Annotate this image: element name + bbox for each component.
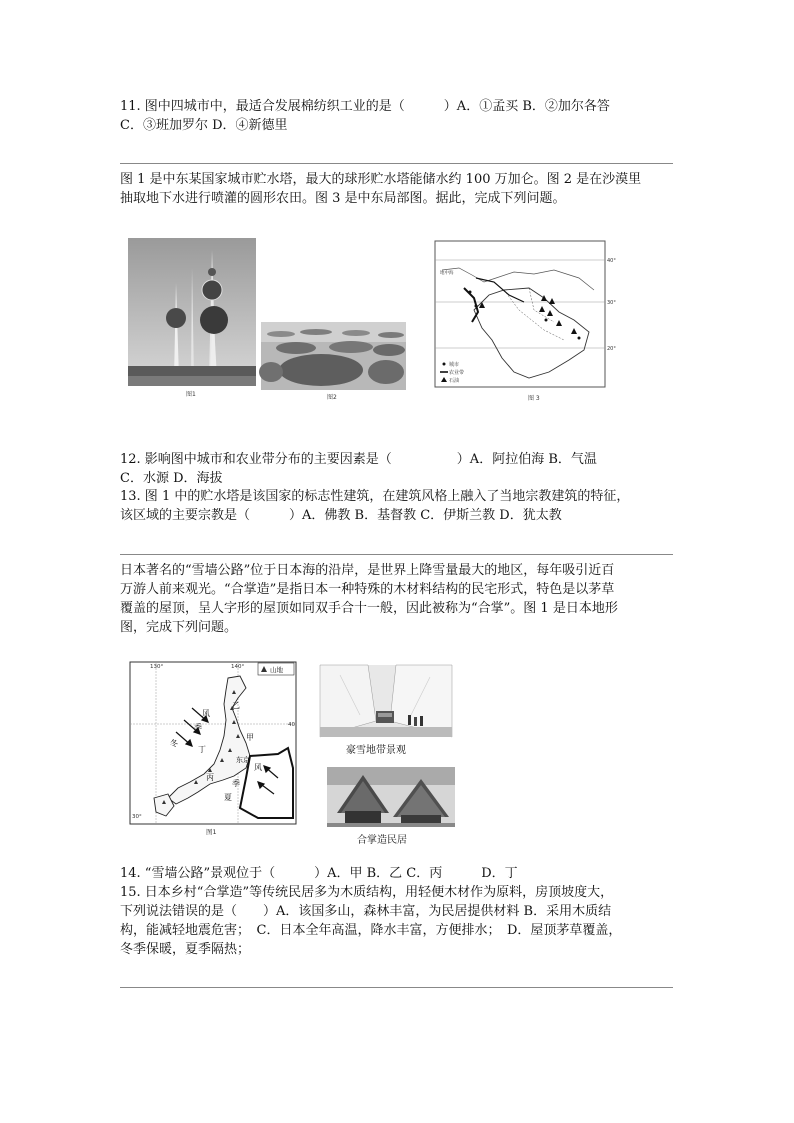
passage-2-line-3: 覆盖的屋顶，呈人字形的屋顶如同双手合十一般，因此被称为“合掌”。图 1 是日本地形 (120, 601, 618, 616)
map-legend-mountain: 山地 (270, 666, 283, 674)
question-14 (120, 864, 673, 883)
figure-3-caption: 图 3 (528, 395, 540, 402)
question-11 (120, 97, 673, 135)
legend-city: 城市 (449, 362, 460, 368)
label-summer: 夏 (224, 793, 232, 802)
question-12 (120, 450, 673, 488)
question-15-line-4: 冬季保暖，夏季隔热； (120, 942, 251, 957)
question-11-line-1: 11. 图中四城市中，最适合发展棉纺织工业的是（ ）A．①孟买 B．②加尔各答 (120, 99, 610, 114)
passage-2-line-4: 图，完成下列问题。 (120, 620, 238, 635)
label-season-1: 季 (194, 723, 202, 732)
figure-2-irrigation-fields (261, 322, 406, 400)
label-yi: 乙 (232, 701, 240, 710)
japan-map (128, 658, 298, 838)
divider-1 (120, 163, 673, 164)
passage-2-line-1: 日本著名的“雪墙公路”位于日本海的沿岸，是世界上降雪量最大的地区，每年吸引近百 (120, 563, 615, 578)
question-12-line-1: 12. 影响图中城市和农业带分布的主要因素是（ ）A．阿拉伯海 B．气温 (120, 452, 597, 467)
label-wind-1: 风 (202, 709, 210, 718)
snow-wall-photo (320, 665, 452, 737)
passage-2 (120, 561, 673, 637)
question-15-line-3: 构，能减轻地震危害； C．日本全年高温，降水丰富，方便排水； D．屋顶茅草覆盖， (120, 923, 622, 938)
question-14-line-1: 14. “雪墙公路”景观位于（ ）A．甲 B．乙 C．丙 D．丁 (120, 866, 518, 881)
figure-3-middle-east-map (434, 240, 614, 405)
gassho-house-photo (327, 767, 455, 847)
label-winter: 冬 (170, 739, 178, 748)
middle-east-map (434, 240, 614, 390)
label-season-2: 季 (232, 779, 240, 788)
question-13-line-1: 13. 图 1 中的贮水塔是该国家的标志性建筑，在建筑风格上融入了当地宗教建筑的特征， (120, 489, 630, 504)
gassho-photo (327, 767, 455, 827)
map-sea-label: 地中海 (440, 271, 454, 276)
map-lat-20: 20° (607, 346, 616, 352)
divider-3 (120, 987, 673, 988)
gassho-house-caption: 合掌造民居 (357, 835, 407, 846)
question-15 (120, 883, 673, 959)
heavy-snow-photo (320, 665, 452, 755)
passage-1-line-1: 图 1 是中东某国家城市贮水塔，最大的球形贮水塔能储水约 100 万加仑。图 2 是在沙漠里 (120, 172, 642, 187)
map-lon-130: 130° (150, 664, 164, 670)
label-bing: 丙 (206, 773, 214, 782)
question-11-line-2: C．③班加罗尔 D．④新德里 (120, 118, 288, 133)
passage-1-line-2: 抽取地下水进行喷灌的圆形农田。图 3 是中东局部图。据此，完成下列问题。 (120, 191, 566, 206)
question-12-line-2: C．水源 D．海拔 (120, 471, 223, 486)
question-15-line-2: 下列说法错误的是（ ）A．该国多山，森林丰富，为民居提供材料 B．采用木质结 (120, 904, 612, 919)
label-jia: 甲 (246, 733, 254, 742)
passage-2-line-2: 万游人前来观光。“合掌造”是指日本一种特殊的木材料结构的民宅形式，特色是以茅草 (120, 582, 615, 597)
figure-1-water-towers (128, 238, 256, 398)
japan-terrain-map (128, 658, 298, 838)
map-lat-30: 30° (607, 300, 616, 306)
question-13-line-2: 该区域的主要宗教是（ ）A．佛教 B．基督教 C．伊斯兰教 D．犹太教 (120, 508, 562, 523)
map-lat-40: 40° (607, 258, 616, 264)
label-wind-2: 风 (254, 763, 262, 772)
passage-1 (120, 170, 673, 208)
water-towers-photo (128, 238, 256, 398)
legend-oil: 石油 (449, 378, 460, 384)
map-lon-140: 140° (231, 664, 245, 670)
legend-belt: 农业带 (449, 370, 465, 376)
label-tokyo: 东京 (236, 756, 250, 764)
irrigation-fields-photo (261, 322, 406, 390)
map-lat-40: 40 (288, 722, 295, 728)
divider-2 (120, 554, 673, 555)
map-lat-30: 30° (132, 814, 142, 820)
japan-map-caption: 图1 (206, 828, 217, 836)
heavy-snow-caption: 豪雪地带景观 (346, 745, 406, 756)
label-ding: 丁 (198, 745, 206, 754)
question-15-line-1: 15. 日本乡村“合掌造”等传统民居多为木质结构，用轻便木材作为原料，房顶坡度大， (120, 885, 614, 900)
figure-2-caption: 图2 (327, 394, 337, 401)
figure-1-caption: 图1 (186, 391, 196, 398)
question-13 (120, 487, 673, 525)
